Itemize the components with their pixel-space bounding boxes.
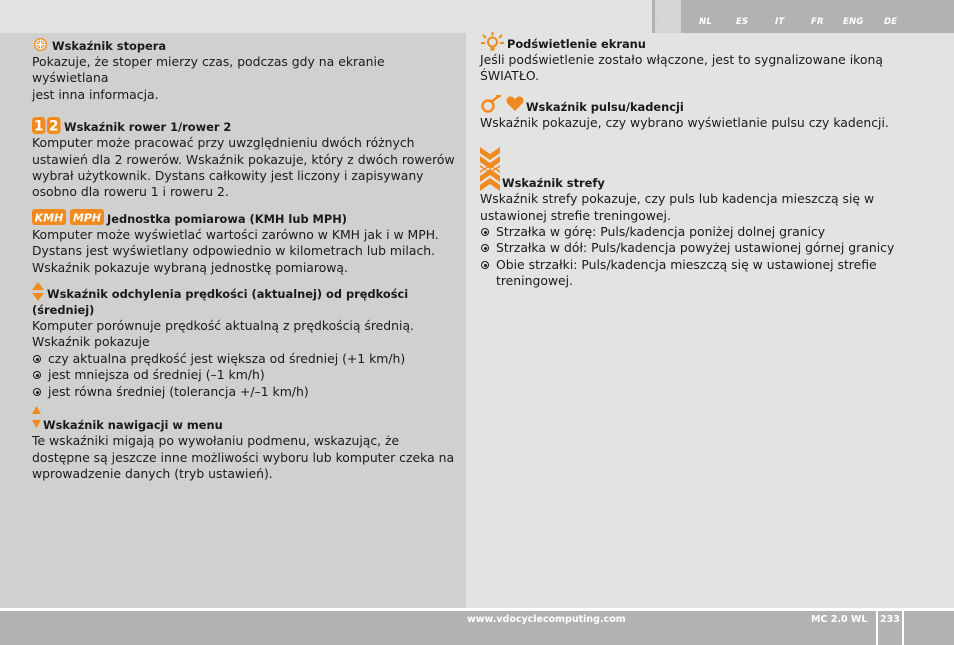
right-column [480, 36, 920, 290]
zone-text-2: ustawionej strefie treningowej. [480, 207, 671, 223]
bike-text-3: wybrał użytkownik. Dystans całkowity jest liczony i zapisywany [32, 168, 424, 184]
svg-text:1: 1 [33, 118, 44, 134]
bike-1-2-icon [32, 117, 61, 134]
section-bike [32, 119, 457, 201]
mph-icon-label: MPH [72, 211, 102, 225]
footer-divider [902, 611, 904, 645]
speed-deviation-text-1: Komputer porównuje prędkość aktualną z prędkością średnią. [32, 318, 414, 334]
section-navigation [32, 406, 457, 482]
lang-tab-de[interactable]: DE [884, 17, 898, 27]
lang-tab-es[interactable]: ES [736, 17, 749, 27]
bike-text-2: ustawień dla 2 rowerów. Wskaźnik pokazuje, który z dwóch rowerów [32, 151, 455, 167]
footer-model: MC 2.0 WL [811, 614, 868, 625]
lang-tab-pl[interactable]: PL [661, 17, 674, 27]
svg-text:2: 2 [48, 118, 59, 134]
section-unit [32, 211, 457, 276]
lang-tab-nl[interactable]: NL [699, 17, 712, 27]
footer-url[interactable]: www.vdocyclecomputing.com [467, 614, 626, 625]
section-speed-deviation [32, 286, 457, 400]
bike-text-4: osobno dla roweru 1 i roweru 2. [32, 184, 229, 200]
up-down-arrow-icon [32, 282, 44, 302]
stopwatch-text-1: Pokazuje, że stoper mierzy czas, podczas gdy na ekranie wyświetlana [32, 54, 385, 86]
lang-tab-it[interactable]: IT [775, 17, 785, 27]
navigation-text-2: dostępne są jeszcze inne możliwości wyboru lub komputer czeka na [32, 449, 455, 465]
unit-text-3: Wskaźnik pokazuje wybraną jednostkę pomiarową. [32, 259, 348, 275]
zone-heading: Wskaźnik strefy [502, 176, 605, 191]
lang-tab-eng[interactable]: ENG [843, 17, 864, 27]
unit-heading: Jednostka pomiarowa (KMH lub MPH) [107, 211, 347, 226]
footer-divider [876, 611, 878, 645]
section-stopwatch [32, 38, 457, 103]
language-bar [652, 0, 954, 33]
left-column [32, 38, 457, 482]
zone-text-1: Wskaźnik strefy pokazuje, czy puls lub kadencja mieszczą się w [480, 191, 875, 207]
speed-deviation-list [32, 351, 457, 400]
kmh-icon-label: KMH [34, 211, 64, 225]
speed-deviation-text-2: Wskaźnik pokazuje [32, 334, 150, 350]
zone-up-chevron-icon [480, 165, 500, 191]
unit-text-1: Komputer może wyświetlać wartości zarówno w KMH jak i w MPH. [32, 226, 439, 242]
lang-tab-fr[interactable]: FR [811, 17, 824, 27]
backlight-text-2: ŚWIATŁO. [480, 68, 540, 84]
list-item: Strzałka w dół: Puls/kadencja powyżej ustawionej górnej granicy [480, 240, 920, 256]
cadence-icon [480, 95, 502, 113]
navigation-heading: Wskaźnik nawigacji w menu [43, 418, 223, 433]
unit-text-2: Dystans jest wyświetlany odpowiednio w kilometrach lub milach. [32, 243, 436, 259]
navigation-text-1: Te wskaźniki migają po wywołaniu podmenu, wskazując, że [32, 433, 400, 449]
kmh-mph-icon [32, 209, 104, 225]
stopwatch-icon [32, 37, 49, 52]
list-item: jest mniejsza od średniej (–1 km/h) [32, 367, 457, 383]
stopwatch-heading: Wskaźnik stopera [52, 39, 167, 53]
section-pulse-cadence [480, 99, 920, 131]
nav-up-arrow-icon [32, 406, 41, 414]
pulse-cadence-text: Wskaźnik pokazuje, czy wybrano wyświetlanie pulsu czy kadencji. [480, 114, 889, 130]
section-backlight [480, 36, 920, 85]
backlight-text-1: Jeśli podświetlenie zostało włączone, jest to sygnalizowane ikoną [480, 52, 883, 67]
zone-list [480, 224, 920, 290]
backlight-heading: Podświetlenie ekranu [507, 37, 646, 51]
section-zone [480, 147, 920, 289]
list-item: Strzałka w górę: Puls/kadencja poniżej dolnej granicy [480, 224, 920, 240]
navigation-text-3: wprowadzenie danych (tryb ustawień). [32, 465, 273, 481]
pulse-cadence-heading: Wskaźnik pulsu/kadencji [525, 99, 684, 114]
heart-icon [506, 96, 524, 112]
zone-bullet-3-line-2: treningowej. [496, 273, 574, 289]
nav-down-arrow-icon [32, 420, 41, 428]
list-item: jest równa średniej (tolerancja +/–1 km/h) [32, 384, 457, 400]
speed-deviation-heading-1: Wskaźnik odchylenia prędkości (aktualnej) od prędkości [47, 287, 409, 302]
light-bulb-icon [480, 32, 505, 52]
bike-text-1: Komputer może pracować przy uwzględnieniu dwóch różnych [32, 135, 415, 151]
list-item: czy aktualna prędkość jest większa od średniej (+1 km/h) [32, 351, 457, 367]
bike-heading: Wskaźnik rower 1/rower 2 [64, 120, 232, 135]
stopwatch-text-2: jest inna informacja. [32, 86, 159, 102]
page-number: 233 [880, 614, 900, 625]
speed-deviation-heading-2: (średniej) [32, 303, 95, 318]
zone-bullet-3-line-1: Obie strzałki: Puls/kadencja mieszczą się w ustawionej strefie [496, 256, 877, 272]
list-item [480, 257, 920, 290]
